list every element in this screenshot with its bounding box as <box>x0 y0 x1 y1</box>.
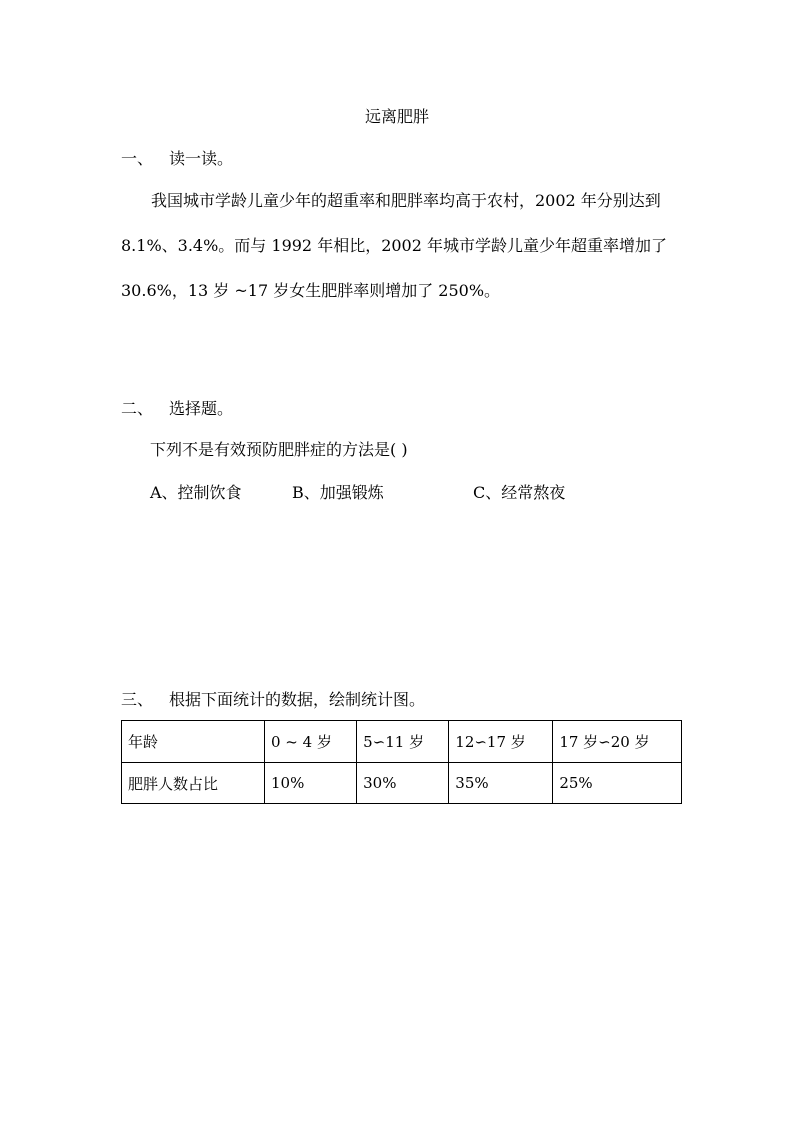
section-1-paragraph <box>121 178 681 313</box>
table-cell: 35% <box>449 763 553 804</box>
table-cell: 5∽11 岁 <box>357 721 449 763</box>
table-cell: 25% <box>553 763 682 804</box>
question-text: 下列不是有效预防肥胖症的方法是( ) <box>150 440 408 459</box>
table-header-cell: 年龄 <box>122 721 265 763</box>
table-cell: 10% <box>265 763 357 804</box>
statistics-table <box>121 720 682 804</box>
section-2-number: 二、 <box>121 399 154 418</box>
table-header-cell: 肥胖人数占比 <box>122 763 265 804</box>
section-1-paragraph-text: 我国城市学龄儿童少年的超重率和肥胖率均高于农村，2002 年分别达到 8.1%、3.4%。而与 1992 年相比，2002 年城市学龄儿童少年超重率增加了 30.6%，13 岁 ~17 岁女生肥胖率则增加了 250%。 <box>121 191 667 300</box>
section-2-title: 选择题。 <box>169 399 234 418</box>
section-3-number: 三、 <box>121 690 154 709</box>
section-1-heading <box>121 148 233 170</box>
option-a: A、控制饮食 <box>150 483 242 502</box>
section-1-title: 读一读。 <box>169 149 234 168</box>
section-1-number: 一、 <box>121 149 154 168</box>
table-cell: 17 岁∽20 岁 <box>553 721 682 763</box>
table-cell: 30% <box>357 763 449 804</box>
table-cell: 0 ~ 4 岁 <box>265 721 357 763</box>
table-cell: 12∽17 岁 <box>449 721 553 763</box>
table-row-percentage <box>122 763 682 804</box>
option-b: B、加强锻炼 <box>292 483 384 502</box>
section-2-heading <box>121 398 233 420</box>
page-title: 远离肥胖 <box>364 107 429 126</box>
option-c: C、经常熬夜 <box>473 483 566 502</box>
section-3-title: 根据下面统计的数据，绘制统计图。 <box>169 690 426 709</box>
section-3-heading <box>121 689 425 711</box>
table-row-age <box>122 721 682 763</box>
